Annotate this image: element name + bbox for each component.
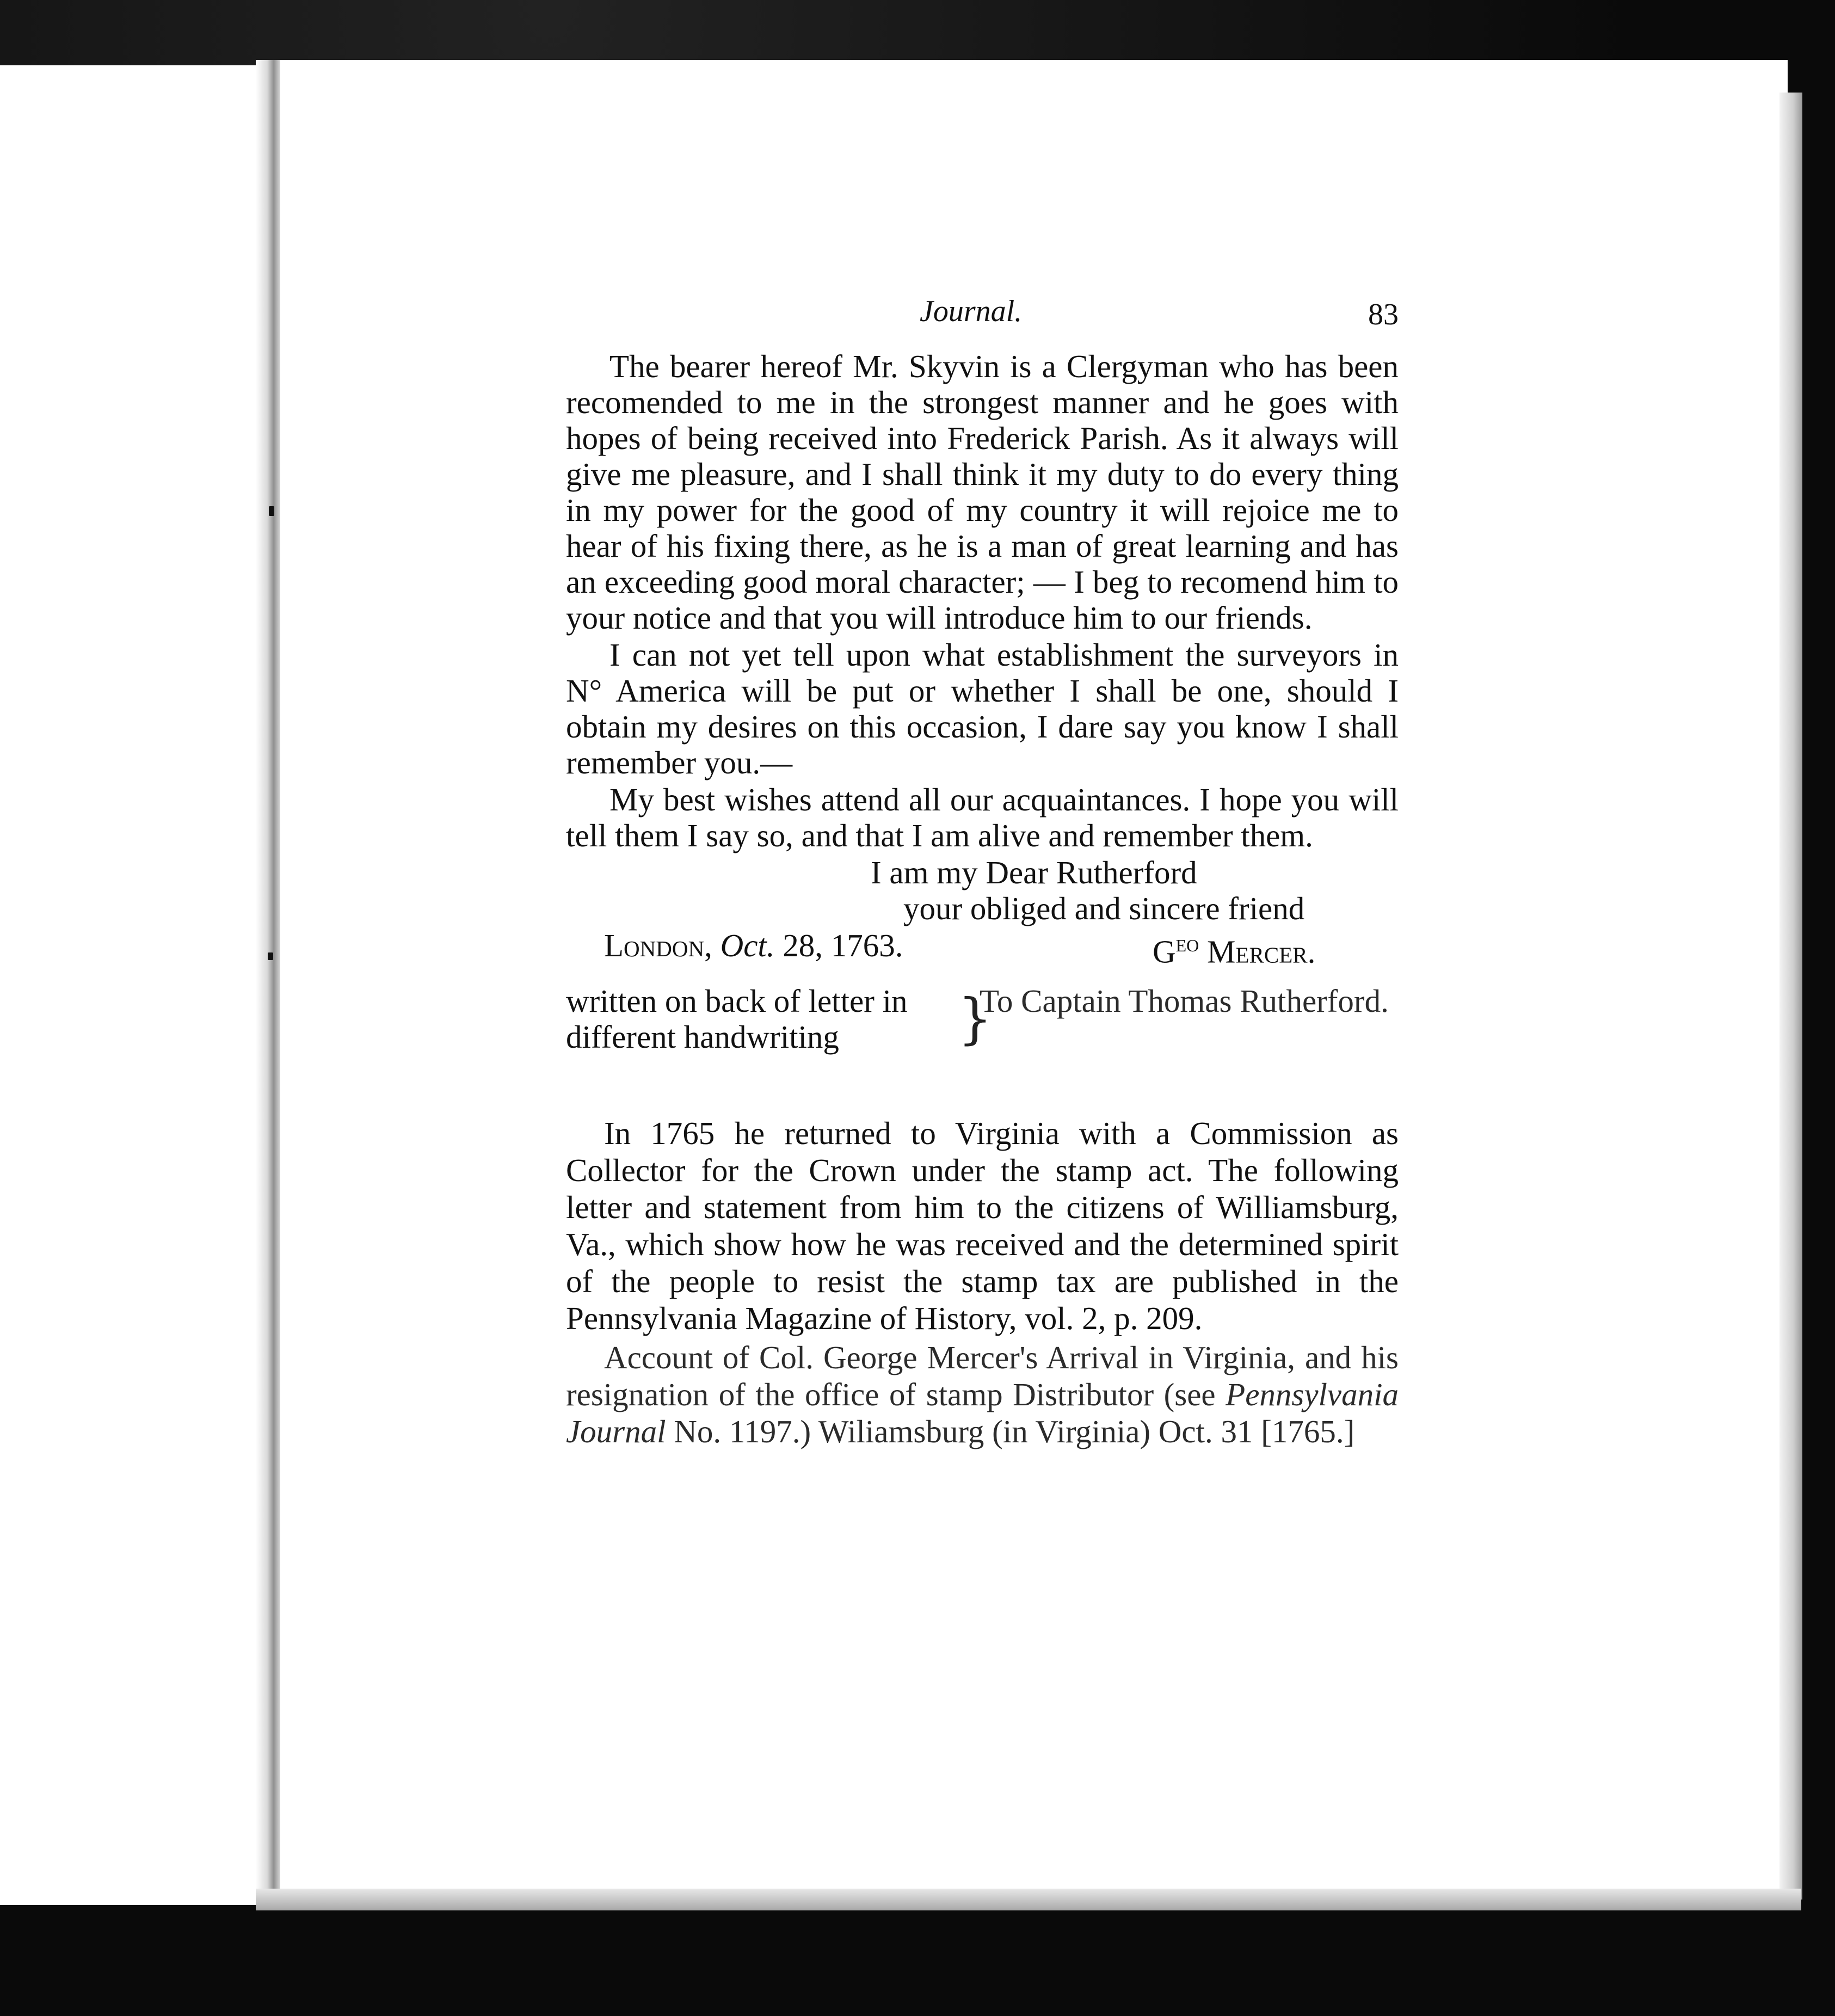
narrative-text: Account of Col. George Mercer's Arrival in Virginia, and his resignation of the office of stamp Distributor (see xyxy=(566,1339,1399,1412)
letter-paragraph: My best wishes attend all our acquaintances. I hope you will tell them I say so, and that I am alive and remember them. xyxy=(566,782,1399,853)
running-title: Journal. xyxy=(920,294,1023,328)
journal-title: Pennsylvania Journal xyxy=(566,1376,1399,1449)
closing-line: I am my Dear Rutherford xyxy=(871,855,1197,890)
note-right: To Captain Thomas Rutherford. xyxy=(980,983,1389,1019)
letter-closing xyxy=(566,855,1399,926)
signer-name: Mercer. xyxy=(1207,933,1316,970)
narrative-text: No. 1197.) Wiliamsburg (in Virginia) Oct. 31 [1765.] xyxy=(674,1413,1355,1449)
date-rest: 28, 1763. xyxy=(783,927,903,963)
page-bottom-edge xyxy=(256,1889,1801,1910)
date-month: Oct. xyxy=(720,927,775,963)
signature-line xyxy=(566,926,1399,970)
note-left: written on back of letter in different handwriting xyxy=(566,983,908,1055)
gutter-mark xyxy=(269,506,274,516)
signer-superscript: EO xyxy=(1175,936,1199,955)
letter-paragraph: I can not yet tell upon what establishment the surveyors in N° America will be put or whether I shall be one, should I obtain my desires on this occasion, I dare say you know I shall remember you.— xyxy=(566,637,1399,780)
place-name: London, xyxy=(604,927,712,963)
running-head xyxy=(566,288,1399,348)
page-text xyxy=(566,288,1399,1452)
brace-icon: } xyxy=(958,987,993,1050)
gutter-mark xyxy=(268,952,273,960)
signer-prefix: G xyxy=(1153,933,1176,970)
letter-paragraph: The bearer hereof Mr. Skyvin is a Clergyman who has been recomended to me in the strongest manner and he goes with hopes of being received into Frederick Parish. As it always will give me pleasure, and I shall think it my duty to do every thing in my power for the good of my country it will rejoice me to hear of his fixing there, as he is a man of great learning and has an exceeding good moral character; — I beg to recomend him to your notice and that you will introduce him to our friends. xyxy=(566,348,1399,636)
narrative-paragraph xyxy=(566,1339,1399,1450)
endorsement-note xyxy=(566,983,1399,1055)
date-line xyxy=(604,926,903,964)
closing-line: your obliged and sincere friend xyxy=(903,890,1305,926)
page-number: 83 xyxy=(1368,298,1399,331)
narrative-paragraph: In 1765 he returned to Virginia with a Commission as Collector for the Crown under the stamp act. The following letter and statement from him to the citizens of Williamsburg, Va., which show how he was received and the determined spirit of the people to resist the stamp tax are published in the Pennsylvania Magazine of History, vol. 2, p. 209. xyxy=(566,1115,1399,1336)
page-right-edge xyxy=(1779,93,1802,1900)
signer xyxy=(1153,926,1315,971)
left-blank-page xyxy=(0,65,272,1905)
